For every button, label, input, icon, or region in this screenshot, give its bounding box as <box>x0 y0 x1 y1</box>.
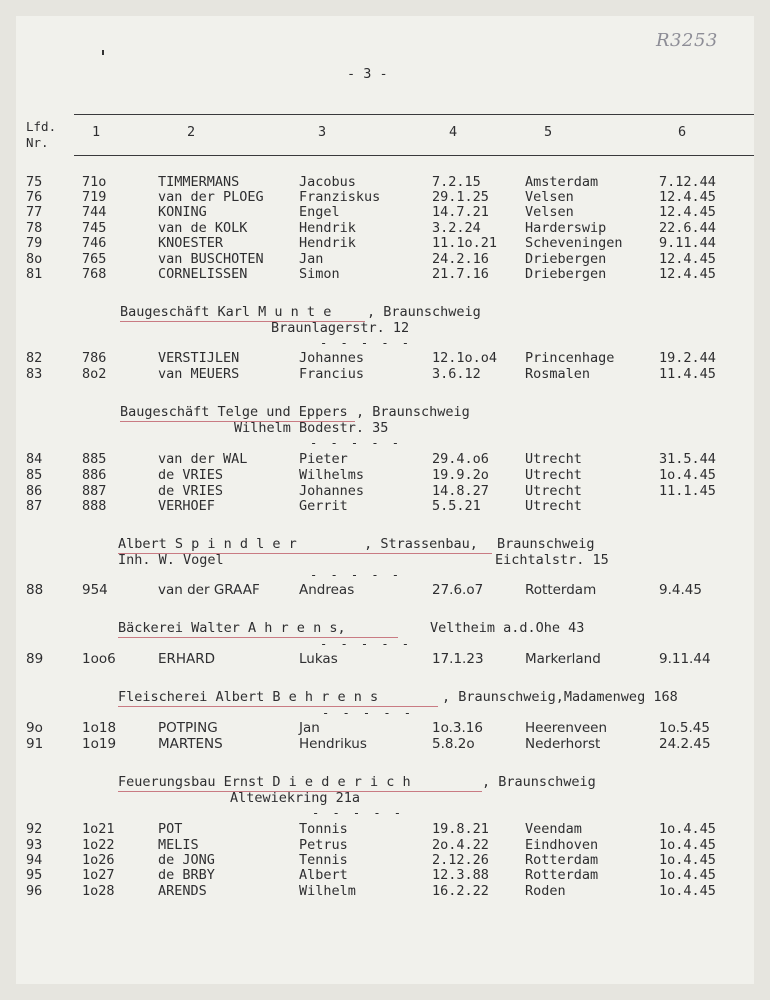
header-rule-bottom <box>74 155 754 156</box>
cell-date: 9.4.45 <box>659 582 702 598</box>
cell-first-name: Wilhelm <box>299 883 356 899</box>
cell-birth-place: Rosmalen <box>525 366 591 382</box>
cell-surname: de VRIES <box>158 467 224 483</box>
cell-surname: ARENDS <box>158 883 207 899</box>
cell-first-name: Jan <box>299 251 324 267</box>
cell-birth-date: 17.1.23 <box>432 651 484 667</box>
cell-lfd-nr: 88 <box>26 582 44 598</box>
cell-first-name: Petrus <box>299 837 348 853</box>
cell-first-name: Jan <box>299 720 320 736</box>
col-header-5: 5 <box>544 124 553 140</box>
firm-address-munte: Braunlagerstr. 12 <box>271 320 410 336</box>
cell-lfd-nr: 81 <box>26 266 43 282</box>
punch-mark <box>102 50 104 55</box>
cell-number: 885 <box>82 451 107 467</box>
cell-birth-date: 3.2.24 <box>432 220 481 236</box>
header-rule-top <box>74 114 754 115</box>
cell-date: 11.4.45 <box>659 366 716 382</box>
cell-first-name: Pieter <box>299 451 348 467</box>
cell-birth-place: Amsterdam <box>525 174 599 190</box>
cell-first-name: Jacobus <box>299 174 356 190</box>
cell-lfd-nr: 8o <box>26 251 43 267</box>
cell-lfd-nr: 77 <box>26 204 43 220</box>
cell-date: 24.2.45 <box>659 736 711 752</box>
cell-birth-place: Driebergen <box>525 266 607 282</box>
cell-birth-date: 1o.3.16 <box>432 720 483 736</box>
firm-address-ahrens: Veltheim a.d.Ohe 43 <box>430 620 585 636</box>
firm-city-spindler: Braunschweig <box>497 536 595 552</box>
cell-number: 887 <box>82 483 107 499</box>
cell-first-name: Albert <box>299 867 348 883</box>
separator-munte: - - - - - <box>320 336 413 350</box>
cell-first-name: Johannes <box>299 483 365 499</box>
firm-address-spindler: Eichtalstr. 15 <box>495 552 609 568</box>
col-header-3: 3 <box>318 124 327 140</box>
cell-birth-place: Velsen <box>525 204 574 220</box>
firm-name-ahrens: Bäckerei Walter A h r e n s, <box>118 620 346 636</box>
cell-birth-place: Rotterdam <box>525 582 597 598</box>
cell-lfd-nr: 91 <box>26 736 44 752</box>
firm-address-diederich: Altewiekring 21a <box>230 790 361 806</box>
cell-surname: MELIS <box>158 837 199 853</box>
cell-lfd-nr: 87 <box>26 498 43 514</box>
cell-first-name: Engel <box>299 204 340 220</box>
cell-birth-date: 29.4.o6 <box>432 451 489 467</box>
cell-date: 12.4.45 <box>659 266 716 282</box>
cell-lfd-nr: 96 <box>26 883 43 899</box>
cell-birth-place: Eindhoven <box>525 837 599 853</box>
cell-birth-date: 2o.4.22 <box>432 837 489 853</box>
cell-lfd-nr: 75 <box>26 174 43 190</box>
cell-number: 719 <box>82 189 107 205</box>
cell-birth-date: 14.7.21 <box>432 204 489 220</box>
cell-birth-place: Rotterdam <box>525 867 599 883</box>
cell-birth-date: 16.2.22 <box>432 883 489 899</box>
cell-first-name: Gerrit <box>299 498 348 514</box>
cell-lfd-nr: 83 <box>26 366 43 382</box>
cell-birth-place: Utrecht <box>525 498 582 514</box>
cell-date: 1o.4.45 <box>659 852 716 868</box>
cell-surname: van der GRAAF <box>158 582 260 598</box>
firm-city-behrens: , Braunschweig,Madamenweg 168 <box>442 689 678 705</box>
cell-first-name: Francius <box>299 366 365 382</box>
cell-date: 9.11.44 <box>659 235 716 251</box>
cell-lfd-nr: 89 <box>26 651 44 667</box>
cell-first-name: Andreas <box>299 582 355 598</box>
cell-birth-date: 11.1o.21 <box>432 235 498 251</box>
firm-address-telge: Wilhelm Bodestr. 35 <box>234 420 389 436</box>
cell-lfd-nr: 84 <box>26 451 43 467</box>
firm-city-telge: , Braunschweig <box>356 404 470 420</box>
firm-city-munte: , Braunschweig <box>367 304 481 320</box>
firm-name-munte: Baugeschäft Karl M u n t e <box>120 304 332 320</box>
cell-date: 1o.4.45 <box>659 867 716 883</box>
cell-first-name: Simon <box>299 266 340 282</box>
cell-number: 1o21 <box>82 821 115 837</box>
cell-date: 9.11.44 <box>659 651 711 667</box>
cell-number: 1o28 <box>82 883 115 899</box>
firm-owner-spindler: Inh. W. Vogel <box>118 552 224 568</box>
cell-date: 31.5.44 <box>659 451 716 467</box>
cell-birth-place: Markerland <box>525 651 601 667</box>
cell-date: 1o.4.45 <box>659 821 716 837</box>
cell-surname: MARTENS <box>158 736 223 752</box>
cell-surname: de VRIES <box>158 483 224 499</box>
cell-birth-place: Veendam <box>525 821 582 837</box>
cell-birth-date: 7.2.15 <box>432 174 481 190</box>
cell-number: 1o27 <box>82 867 115 883</box>
cell-number: 1o19 <box>82 736 117 752</box>
separator-telge: - - - - - <box>310 436 403 450</box>
cell-date: 7.12.44 <box>659 174 716 190</box>
cell-number: 1o18 <box>82 720 117 736</box>
cell-birth-date: 21.7.16 <box>432 266 489 282</box>
cell-birth-date: 12.1o.o4 <box>432 350 498 366</box>
col-header-1: 1 <box>92 124 101 140</box>
cell-birth-date: 14.8.27 <box>432 483 489 499</box>
cell-date: 1o.4.45 <box>659 837 716 853</box>
cell-date: 12.4.45 <box>659 204 716 220</box>
cell-birth-place: Harderswip <box>525 220 607 236</box>
cell-birth-place: Nederhorst <box>525 736 601 752</box>
cell-surname: de BRBY <box>158 867 215 883</box>
cell-birth-date: 24.2.16 <box>432 251 489 267</box>
cell-number: 745 <box>82 220 107 236</box>
cell-number: 768 <box>82 266 107 282</box>
cell-first-name: Hendrik <box>299 235 356 251</box>
cell-birth-place: Princenhage <box>525 350 615 366</box>
firm-name-behrens: Fleischerei Albert B e h r e n s <box>118 689 379 705</box>
cell-surname: van de KOLK <box>158 220 248 236</box>
cell-number: 1o26 <box>82 852 115 868</box>
cell-surname: de JONG <box>158 852 215 868</box>
cell-number: 744 <box>82 204 107 220</box>
cell-lfd-nr: 92 <box>26 821 43 837</box>
cell-birth-date: 29.1.25 <box>432 189 489 205</box>
col-header-lfd-nr: Lfd. Nr. <box>26 119 57 150</box>
cell-lfd-nr: 78 <box>26 220 43 236</box>
cell-birth-place: Velsen <box>525 189 574 205</box>
cell-surname: van BUSCHOTEN <box>158 251 264 267</box>
separator-diederich: - - - - - <box>312 806 405 820</box>
cell-birth-date: 3.6.12 <box>432 366 481 382</box>
cell-surname: CORNELISSEN <box>158 266 248 282</box>
col-header-2: 2 <box>187 124 196 140</box>
cell-surname: VERHOEF <box>158 498 215 514</box>
cell-lfd-nr: 9o <box>26 720 43 736</box>
cell-lfd-nr: 79 <box>26 235 43 251</box>
cell-birth-date: 12.3.88 <box>432 867 489 883</box>
firm-trade-spindler: , Strassenbau, <box>356 536 478 552</box>
cell-birth-date: 5.5.21 <box>432 498 481 514</box>
cell-birth-place: Roden <box>525 883 566 899</box>
cell-date: 19.2.44 <box>659 350 716 366</box>
cell-first-name: Tennis <box>299 852 348 868</box>
cell-date: 22.6.44 <box>659 220 716 236</box>
cell-lfd-nr: 93 <box>26 837 43 853</box>
cell-first-name: Franziskus <box>299 189 381 205</box>
cell-lfd-nr: 76 <box>26 189 43 205</box>
separator-behrens: - - - - - <box>322 706 415 720</box>
archive-mark-handwritten: R3253 <box>656 30 718 51</box>
cell-birth-date: 19.9.2o <box>432 467 489 483</box>
document-page <box>16 16 754 984</box>
cell-lfd-nr: 86 <box>26 483 43 499</box>
cell-number: 746 <box>82 235 107 251</box>
cell-surname: POT <box>158 821 183 837</box>
col-header-6: 6 <box>678 124 687 140</box>
cell-birth-date: 19.8.21 <box>432 821 489 837</box>
cell-first-name: Hendrik <box>299 220 356 236</box>
cell-surname: van der WAL <box>158 451 248 467</box>
cell-birth-date: 5.8.2o <box>432 736 475 752</box>
cell-surname: KNOESTER <box>158 235 224 251</box>
firm-name-diederich: Feuerungsbau Ernst D i e d e r i c h <box>118 774 411 790</box>
cell-surname: KONING <box>158 204 207 220</box>
cell-birth-date: 2.12.26 <box>432 852 489 868</box>
cell-first-name: Hendrikus <box>299 736 367 752</box>
page-number: - 3 - <box>347 66 388 82</box>
cell-birth-place: Utrecht <box>525 467 582 483</box>
cell-first-name: Tonnis <box>299 821 348 837</box>
firm-name-spindler: Albert S p i n d l e r <box>118 536 297 552</box>
cell-number: 1oo6 <box>82 651 116 667</box>
cell-number: 71o <box>82 174 107 190</box>
cell-number: 1o22 <box>82 837 115 853</box>
cell-birth-place: Heerenveen <box>525 720 608 736</box>
cell-lfd-nr: 82 <box>26 350 43 366</box>
cell-number: 786 <box>82 350 107 366</box>
cell-number: 8o2 <box>82 366 107 382</box>
separator-spindler: - - - - - <box>310 568 403 582</box>
cell-surname: ERHARD <box>158 651 216 667</box>
cell-first-name: Wilhelms <box>299 467 365 483</box>
cell-birth-place: Scheveningen <box>525 235 623 251</box>
cell-birth-place: Utrecht <box>525 483 582 499</box>
col-header-4: 4 <box>449 124 458 140</box>
cell-surname: VERSTIJLEN <box>158 350 240 366</box>
cell-date: 1o.4.45 <box>659 467 716 483</box>
cell-date: 11.1.45 <box>659 483 716 499</box>
cell-lfd-nr: 85 <box>26 467 43 483</box>
cell-number: 888 <box>82 498 107 514</box>
cell-first-name: Johannes <box>299 350 365 366</box>
cell-lfd-nr: 94 <box>26 852 43 868</box>
cell-number: 886 <box>82 467 107 483</box>
cell-birth-place: Utrecht <box>525 451 582 467</box>
cell-surname: van der PLOEG <box>158 189 264 205</box>
separator-ahrens: - - - - - <box>320 637 413 651</box>
cell-date: 1o.5.45 <box>659 720 710 736</box>
cell-birth-date: 27.6.o7 <box>432 582 484 598</box>
cell-first-name: Lukas <box>299 651 338 667</box>
cell-surname: POTPING <box>158 720 218 736</box>
cell-number: 765 <box>82 251 107 267</box>
cell-number: 954 <box>82 582 108 598</box>
cell-surname: van MEUERS <box>158 366 240 382</box>
firm-name-telge: Baugeschäft Telge und Eppers <box>120 404 348 420</box>
cell-surname: TIMMERMANS <box>158 174 240 190</box>
cell-lfd-nr: 95 <box>26 867 43 883</box>
cell-date: 1o.4.45 <box>659 883 716 899</box>
cell-birth-place: Rotterdam <box>525 852 599 868</box>
cell-date: 12.4.45 <box>659 189 716 205</box>
firm-city-diederich: , Braunschweig <box>482 774 596 790</box>
cell-date: 12.4.45 <box>659 251 716 267</box>
cell-birth-place: Driebergen <box>525 251 607 267</box>
